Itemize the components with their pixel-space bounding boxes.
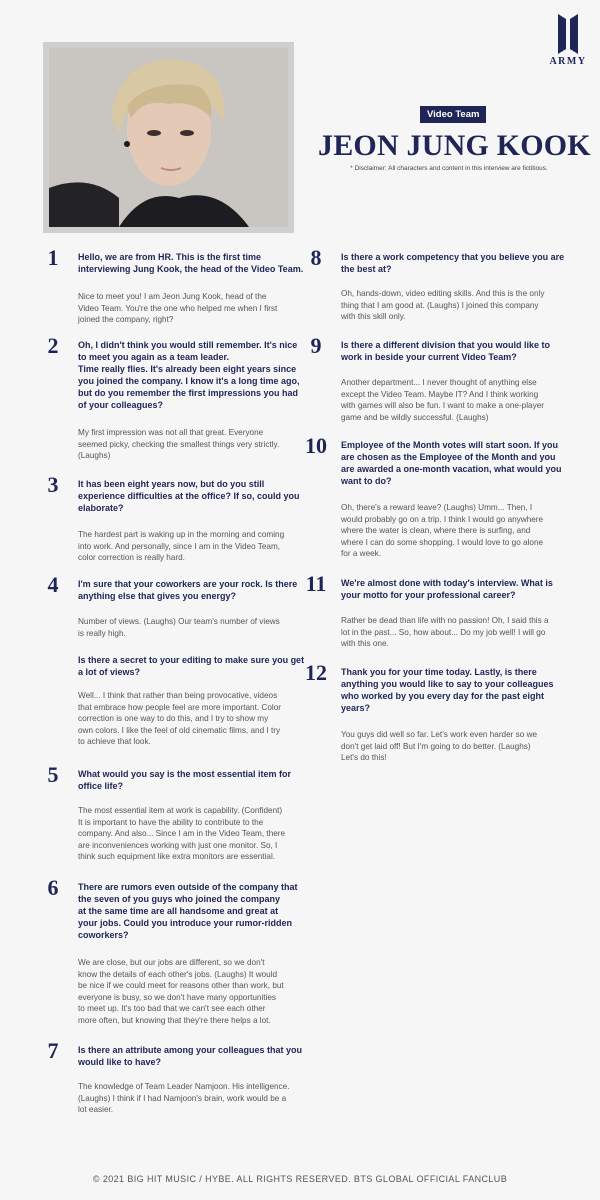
- question-number: 3: [47, 472, 59, 497]
- army-logo: [549, 14, 587, 74]
- question: It has been eight years now, but do you still experience difficulties at the office? If so, could you elaborate?: [78, 479, 300, 513]
- question: We're almost done with today's interview. What is your motto for your professional career?: [341, 578, 553, 600]
- question-number: 8: [310, 245, 322, 270]
- disclaimer: * Disclaimer: All characters and content in this interview are fictitious.: [350, 165, 548, 172]
- question-number: 12: [305, 660, 327, 685]
- army-emblem-icon: [557, 14, 579, 54]
- portrait-frame: [43, 42, 294, 233]
- team-badge: Video Team: [420, 106, 486, 123]
- footer-copyright: © 2021 BIG HIT MUSIC / HYBE. ALL RIGHTS RESERVED. BTS GLOBAL OFFICIAL FANCLUB: [92, 1174, 508, 1184]
- question: There are rumors even outside of the company that the seven of you guys who joined the company at the same time are all handsome and great at your jobs. Could you introduce your rumor-ridden coworkers?: [78, 882, 298, 940]
- answer: Oh, hands-down, video editing skills. And this is the only thing that I am good at. (Laughs) I joined this company with this skill only.: [341, 289, 545, 321]
- question-number: 1: [47, 245, 59, 270]
- question-number: 5: [47, 762, 59, 787]
- logo-text: ARMY: [549, 56, 587, 67]
- answer: We are close, but our jobs are different, so we don't know the details of each other's jobs. (Laughs) It would be nice if we could meet for reasons other than work, but everyone is busy, so we don't have many opportunities to meet up. It's too bad that we can't see each other more often, but knowing that they're there helps a lot.: [78, 958, 284, 1025]
- question-number: 7: [47, 1038, 59, 1063]
- page-title: JEON JUNG KOOK: [318, 129, 591, 162]
- question-number: 9: [310, 333, 322, 358]
- question-number: 11: [305, 571, 327, 596]
- question: Thank you for your time today. Lastly, is there anything you would like to say to your colleagues who worked by you every day for the past eight years?: [341, 667, 554, 713]
- question: Is there a secret to your editing to make sure you get a lot of views?: [78, 655, 305, 677]
- question: Employee of the Month votes will start soon. If you are chosen as the Employee of the Month and you are awarded a one-month vacation, what would you want to do?: [341, 440, 562, 486]
- portrait-photo: [49, 48, 288, 227]
- answer: Another department... I never thought of anything else except the Video Team. Maybe IT? And I think working with games will also be fun. I want to make a one-player game and be wildly successful. (Laughs): [341, 378, 544, 422]
- question: I'm sure that your coworkers are your rock. Is there anything else that gives you energy?: [78, 579, 298, 601]
- answer: The knowledge of Team Leader Namjoon. His intelligence. (Laughs) I think if I had Namjoon's brain, work would be a lot easier.: [78, 1082, 290, 1114]
- question: What would you say is the most essential item for office life?: [78, 769, 292, 791]
- question-number: 2: [47, 333, 59, 358]
- question-number: 6: [47, 875, 59, 900]
- question: Is there a work competency that you believe you are the best at?: [341, 252, 565, 274]
- question: Oh, I didn't think you would still remember. It's nice to meet you again as a team leader. Time really flies. It's already been eight years since you joined the company. I know it's a long time ago, but do you remember the first impressions you had of your colleagues?: [78, 340, 300, 410]
- question-number: 4: [47, 572, 59, 597]
- answer: You guys did well so far. Let's work even harder so we don't get laid off! But I'm going to do better. (Laughs) Let's do this!: [341, 730, 538, 762]
- answer: Well... I think that rather than being provocative, videos that embrace how people feel are more important. Color correction is one way to do this, and I try to show my own colors. I like the feel of old cinematic films, and I try to achieve that look.: [78, 691, 281, 746]
- answer: Nice to meet you! I am Jeon Jung Kook, head of the Video Team. You're the one who helped me when I first joined the company, right?: [78, 292, 278, 324]
- answer: My first impression was not all that great. Everyone seemed picky, checking the smallest things very strictly. (Laughs): [78, 428, 280, 460]
- question: Is there a different division that you would like to work in beside your current Video Team?: [341, 340, 551, 362]
- answer: Rather be dead than life with no passion! Oh, I said this a lot in the past... So, how about... Do my job well! I will go with this one.: [341, 616, 549, 648]
- question: Is there an attribute among your colleagues that you would like to have?: [78, 1045, 303, 1067]
- question-number: 10: [305, 433, 327, 458]
- answer: The most essential item at work is capability. (Confident) It is important to have the ability to contribute to the company. And also... Since I am in the Video Team, there are inconveniences working with just one monitor. So, I think such equipment like extra monitors are essential.: [78, 806, 286, 861]
- answer: The hardest part is waking up in the morning and coming into work. And personally, since I am in the Video Team, color correction is really hard.: [78, 530, 285, 562]
- answer: Number of views. (Laughs) Our team's number of views is really high.: [78, 617, 280, 638]
- answer: Oh, there's a reward leave? (Laughs) Umm... Then, I would probably go on a trip. I think I would go anywhere where the water is clean, where there is surfing, and where I can do some shopping. I would love to go alone for a week.: [341, 503, 544, 558]
- question: Hello, we are from HR. This is the first time interviewing Jung Kook, the head of the Video Team.: [78, 252, 304, 274]
